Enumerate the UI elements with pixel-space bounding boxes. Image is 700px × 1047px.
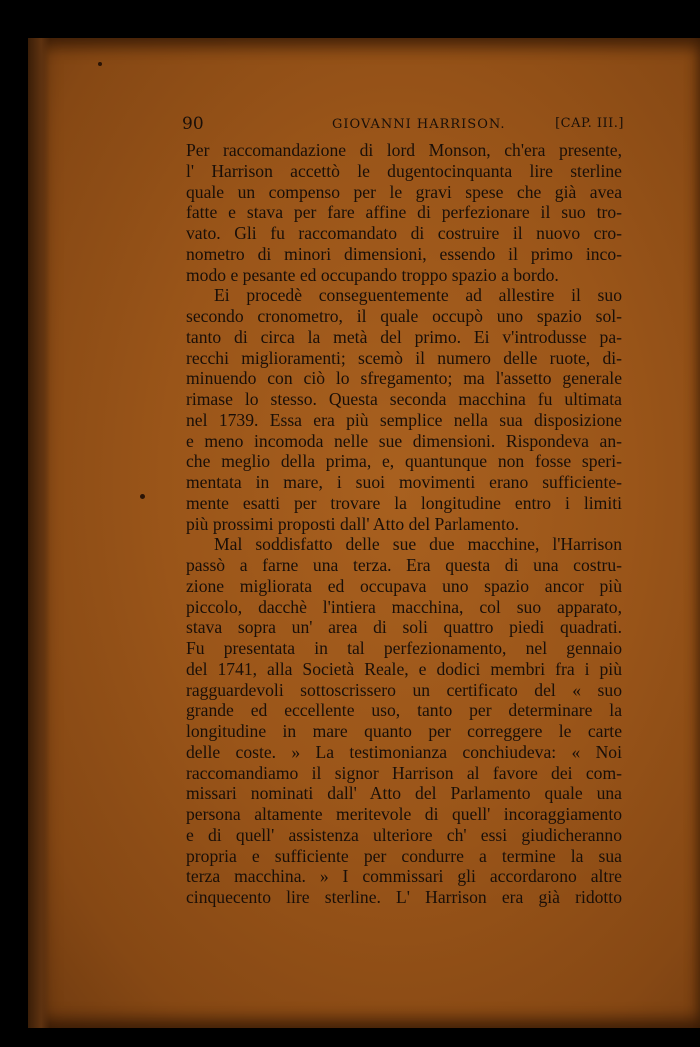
- text-line: mentata in mare, i suoi movimenti erano sufficiente-: [186, 472, 622, 492]
- text-line: cinquecento lire sterline. L' Harrison era già ridotto: [186, 887, 622, 907]
- text-line: Per raccomandazione di lord Monson, ch'era presente,: [186, 140, 622, 160]
- text-line: piccolo, dacchè l'intiera macchina, col suo apparato,: [186, 596, 622, 617]
- running-title: GIOVANNI HARRISON.: [332, 117, 506, 132]
- text-line: longitudine in mare quanto per correggere le carte: [186, 721, 622, 741]
- body-text: [186, 140, 622, 908]
- text-line: più prossimi proposti dall' Atto del Parlamento.: [186, 513, 520, 534]
- text-line: e meno incomoda nelle sue dimensioni. Rispondeva an-: [186, 430, 622, 451]
- text-line: l' Harrison accettò le dugentocinquanta lire sterline: [186, 160, 622, 181]
- text-line: terza macchina. » I commissari gli accordarono altre: [186, 866, 622, 887]
- text-line: mente esatti per trovare la longitudine entro i limiti: [186, 492, 622, 513]
- paper-speck: [140, 494, 145, 499]
- text-line: persona altamente meritevole di quell' incoraggiamento: [186, 804, 622, 824]
- text-line: fatte e stava per fare affine di perfezionare il suo tro-: [186, 202, 622, 223]
- text-line: Mal soddisfatto delle sue due macchine, l'Harrison: [214, 534, 622, 555]
- text-line: stava sopra un' area di soli quattro piedi quadrati.: [186, 617, 622, 638]
- text-line: nel 1739. Essa era più semplice nella sua disposizione: [186, 409, 622, 430]
- text-line: passò a farne una terza. Era questa di una costru-: [186, 555, 622, 575]
- text-line: e di quell' assistenza ulteriore ch' essi giudicheranno: [186, 824, 622, 845]
- page-number: 90: [182, 114, 204, 134]
- text-line: modo e pesante ed occupando troppo spazio a bordo.: [186, 264, 559, 285]
- text-line: che meglio della prima, e, quantunque non fosse speri-: [186, 451, 622, 472]
- text-line: raccomandiamo il signor Harrison al favore dei com-: [186, 762, 622, 783]
- text-line: ragguardevoli sottoscrissero un certificato del « suo: [186, 679, 622, 700]
- text-line: recchi miglioramenti; scemò il numero delle ruote, di-: [186, 347, 622, 368]
- text-line: vato. Gli fu raccomandato di costruire il nuovo cro-: [186, 223, 622, 243]
- text-line: grande ed eccellente uso, tanto per determinare la: [186, 700, 622, 721]
- text-line: minuendo con ciò lo sfregamento; ma l'assetto generale: [186, 368, 622, 389]
- text-line: secondo cronometro, il quale occupò uno spazio sol-: [186, 306, 622, 326]
- chapter-reference: [CAP. III.]: [555, 116, 624, 131]
- text-line: quale un compenso per le gravi spese che già avea: [186, 181, 622, 202]
- text-line: zione migliorata ed occupava uno spazio ancor più: [186, 575, 622, 596]
- text-line: delle coste. » La testimonianza conchiudeva: « Noi: [186, 741, 622, 762]
- text-line: nometro di minori dimensioni, essendo il primo inco-: [186, 243, 622, 264]
- running-head: [182, 114, 624, 138]
- text-line: rimase lo stesso. Questa seconda macchina fu ultimata: [186, 389, 622, 409]
- paper-speck: [98, 62, 102, 66]
- text-line: Fu presentata in tal perfezionamento, nel gennaio: [186, 638, 622, 658]
- page-spine-shadow: [28, 38, 50, 1028]
- text-line: Ei procedè conseguentemente ad allestire il suo: [214, 285, 622, 306]
- text-line: propria e sufficiente per condurre a termine la sua: [186, 845, 622, 866]
- text-line: del 1741, alla Società Reale, e dodici membri fra i più: [186, 658, 622, 679]
- text-line: missari nominati dall' Atto del Parlamento quale una: [186, 783, 622, 804]
- text-line: tanto di circa la metà del primo. Ei v'introdusse pa-: [186, 326, 622, 347]
